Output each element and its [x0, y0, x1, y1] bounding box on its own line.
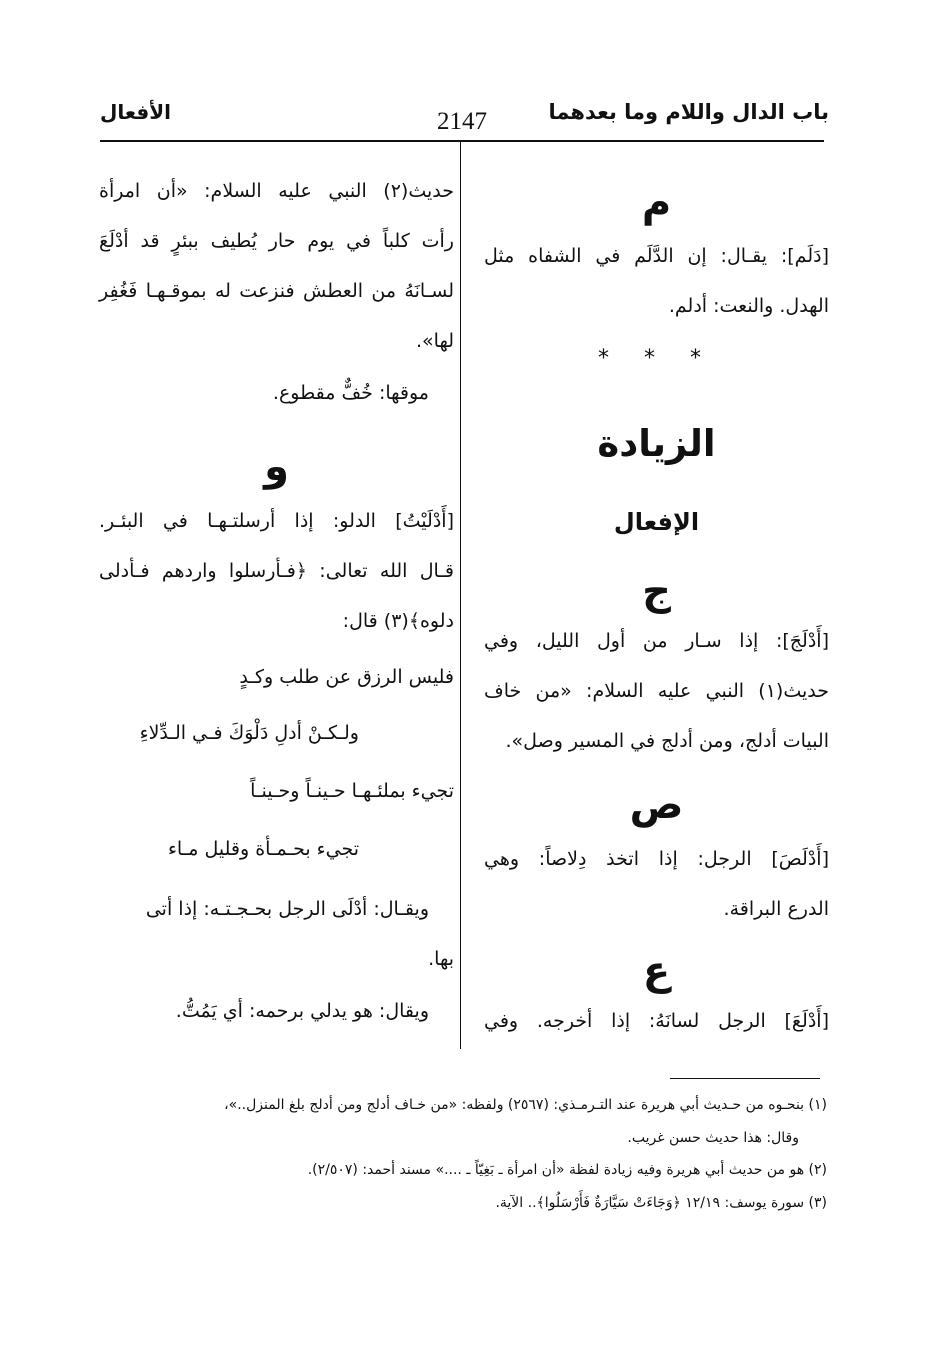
section-divider-stars: * * * — [598, 346, 715, 371]
footnote-3: (٣) سورة يوسف: ١٢/١٩ ﴿وَجَاءَتْ سَيَّارَةٌ فَأَرْسَلُوا﴾.. الآية. — [495, 1195, 827, 1211]
letter-heading-s: ص — [629, 782, 684, 828]
entry-dalm-line-1: [دَلَم]: يقـال: إن الدَّلَم في الشفاه مثل — [484, 245, 829, 267]
letter-heading-m: م — [641, 180, 672, 226]
hadith-line-4: لها». — [416, 330, 454, 352]
poem-verse-1: فليس الرزق عن طلب وكـدٍ — [239, 666, 454, 688]
entry-adla-line-1: [أَدْلَعَ] الرجل لسانَهُ: إذا أخرجه. وفي — [484, 1010, 829, 1032]
poem-verse-3: تجيء بملئـهـا حـينـاً وحـينـاً — [250, 780, 454, 802]
hadith-line-3: لسـانَهُ من العطش فنزعت له بموقـهـا فَغُفِر — [99, 280, 454, 302]
heading-ziyada: الزيادة — [597, 422, 716, 465]
letter-heading-w: و — [264, 444, 289, 490]
entry-yuqal-line-1: ويقـال: أدْلَى الرجل بحـجـتـه: إذا أتى — [145, 898, 429, 920]
header-rule — [100, 140, 824, 142]
entry-adlaj-line-2: حديث(١) النبي عليه السلام: «من خاف — [484, 680, 829, 702]
entry-adlayt-line-1: [أَدْلَيْتُ] الدلو: إذا أرسلتـهـا في البئـر. — [99, 510, 454, 532]
hadith-line-1: حديث(٢) النبي عليه السلام: «أن امرأة — [99, 180, 454, 202]
footnote-2: (٢) هو من حديث أبي هريرة وفيه زيادة لفظة «أن امرأة ـ بَغِيّاً ـ ....» مسند أحمد: (٢/٥٠٧). — [307, 1162, 827, 1178]
hadith-line-2: رأت كلباً في يوم حار يُطيف ببئرٍ قد أدْلَعَ — [99, 230, 454, 252]
column-separator — [460, 141, 461, 1049]
entry-adlayt-line-2: قـال الله تعالى: ﴿فـأرسلوا واردهم فـأدلى — [99, 560, 454, 582]
entry-adlas-line-2: الدرع البراقة. — [723, 898, 829, 920]
entry-yuqal-line-2: بها. — [428, 948, 454, 970]
footnote-1-continued: وقال: هذا حديث حسن غريب. — [627, 1130, 799, 1146]
entry-adlas-line-1: [أَدْلَصَ] الرجل: إذا اتخذ دِلاصاً: وهي — [484, 848, 829, 870]
poem-verse-2: ولـكـنْ أدلِ دَلْوَكَ فـي الـدِّلاءِ — [139, 722, 359, 744]
letter-heading-j: ج — [642, 568, 671, 614]
poem-verse-4: تجيء بحـمـأة وقليل مـاء — [168, 838, 359, 860]
entry-mawq: موقها: خُفٌّ مقطوع. — [272, 382, 429, 404]
footnote-rule — [670, 1078, 820, 1079]
section-title: الأفعال — [100, 100, 171, 124]
footnote-1: (١) بنحـوه من حـديث أبي هريرة عند التـرمـذي: (٢٥٦٧) ولفظه: «من خـاف أدلج ومن أدلج بلغ المنزل..»، — [224, 1097, 827, 1113]
entry-adlaj-line-3: البيات أدلج، ومن أدلج في المسير وصل». — [505, 730, 829, 752]
entry-yuqal-line-3: ويقال: هو يدلي برحمه: أي يَمُتُّ. — [175, 1000, 429, 1022]
chapter-title: باب الدال واللام وما بعدهما — [548, 100, 829, 124]
entry-adlayt-line-3: دلوه﴾(٣) قال: — [342, 610, 454, 632]
letter-heading-a: ع — [642, 948, 671, 994]
entry-dalm-line-2: الهدل. والنعت: أدلم. — [668, 295, 829, 317]
heading-afal: الإفعال — [613, 508, 700, 536]
entry-adlaj-line-1: [أَدْلَجَ]: إذا سـار من أول الليل، وفي — [484, 630, 829, 652]
page-number: 2147 — [437, 108, 487, 135]
